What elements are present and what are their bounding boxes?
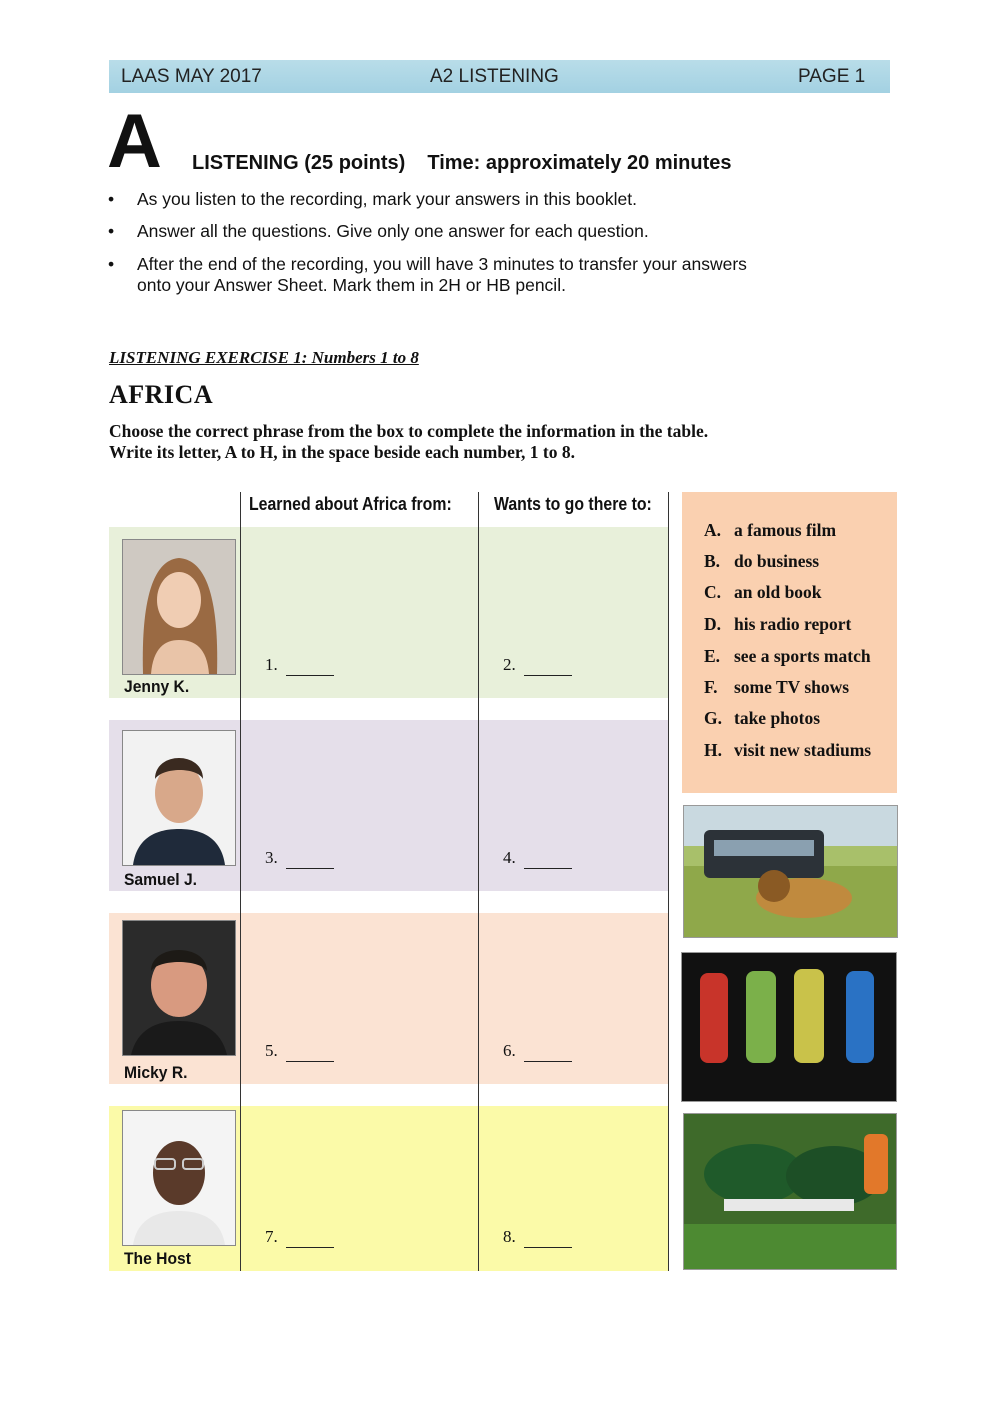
option-item: C. an old book xyxy=(704,582,822,602)
samuel-portrait-photo xyxy=(122,730,236,866)
column-header-wants: Wants to go there to: xyxy=(494,494,652,514)
bullet-text: onto your Answer Sheet. Mark them in 2H or HB pencil. xyxy=(137,275,566,295)
person-name: Samuel J. xyxy=(124,870,198,889)
answer-blank-8[interactable]: 8. xyxy=(503,1227,572,1248)
section-time: Time: approximately 20 minutes xyxy=(427,152,732,174)
bullet-text: After the end of the recording, you will have 3 minutes to transfer your answers xyxy=(137,254,747,274)
person-name: The Host xyxy=(124,1249,191,1268)
option-item: F. some TV shows xyxy=(704,677,850,697)
column-divider xyxy=(668,492,669,1271)
section-title: LISTENING (25 points) xyxy=(192,152,406,174)
header-bar xyxy=(109,60,890,93)
answer-blank-7[interactable]: 7. xyxy=(265,1227,334,1248)
option-item: H. visit new stadiums xyxy=(704,740,872,760)
header-exam-label: LAAS MAY 2017 xyxy=(121,66,262,87)
option-item: D. his radio report xyxy=(704,614,852,634)
bullet-dot: • xyxy=(108,254,115,274)
exercise-instruction: Choose the correct phrase from the box to complete the information in the table. xyxy=(109,421,709,441)
answer-blank-6[interactable]: 6. xyxy=(503,1041,572,1062)
bullet-dot: • xyxy=(108,189,115,209)
host-portrait-photo xyxy=(122,1110,236,1246)
answer-blank-3[interactable]: 3. xyxy=(265,848,334,869)
rugby-scrum-photo xyxy=(683,1113,897,1270)
person-name: Micky R. xyxy=(124,1063,188,1082)
header-page-label: PAGE 1 xyxy=(798,66,866,87)
column-header-learned: Learned about Africa from: xyxy=(249,494,452,514)
column-divider xyxy=(478,492,479,1271)
exercise-heading: AFRICA xyxy=(109,380,214,409)
section-title-line xyxy=(192,152,732,175)
option-item: G. take photos xyxy=(704,708,821,728)
bullet-dot: • xyxy=(108,221,115,241)
fashion-show-photo xyxy=(681,952,897,1102)
answer-blank-2[interactable]: 2. xyxy=(503,655,572,676)
answer-blank-5[interactable]: 5. xyxy=(265,1041,334,1062)
section-letter: A xyxy=(107,99,162,184)
header-level-label: A2 LISTENING xyxy=(430,66,559,87)
options-box xyxy=(682,492,897,793)
micky-portrait-photo xyxy=(122,920,236,1056)
answer-blank-4[interactable]: 4. xyxy=(503,848,572,869)
answer-blank-1[interactable]: 1. xyxy=(265,655,334,676)
person-name: Jenny K. xyxy=(124,677,190,696)
safari-lion-photo xyxy=(683,805,898,938)
option-item: A. a famous film xyxy=(704,520,837,540)
column-divider xyxy=(240,492,241,1271)
exercise-instruction: Write its letter, A to H, in the space beside each number, 1 to 8. xyxy=(109,442,575,462)
bullet-text: Answer all the questions. Give only one answer for each question. xyxy=(137,221,649,241)
option-item: B. do business xyxy=(704,551,820,571)
exercise-label: LISTENING EXERCISE 1: Numbers 1 to 8 xyxy=(109,348,419,367)
jenny-portrait-photo xyxy=(122,539,236,675)
bullet-text: As you listen to the recording, mark your answers in this booklet. xyxy=(137,189,637,209)
option-item: E. see a sports match xyxy=(704,646,871,666)
